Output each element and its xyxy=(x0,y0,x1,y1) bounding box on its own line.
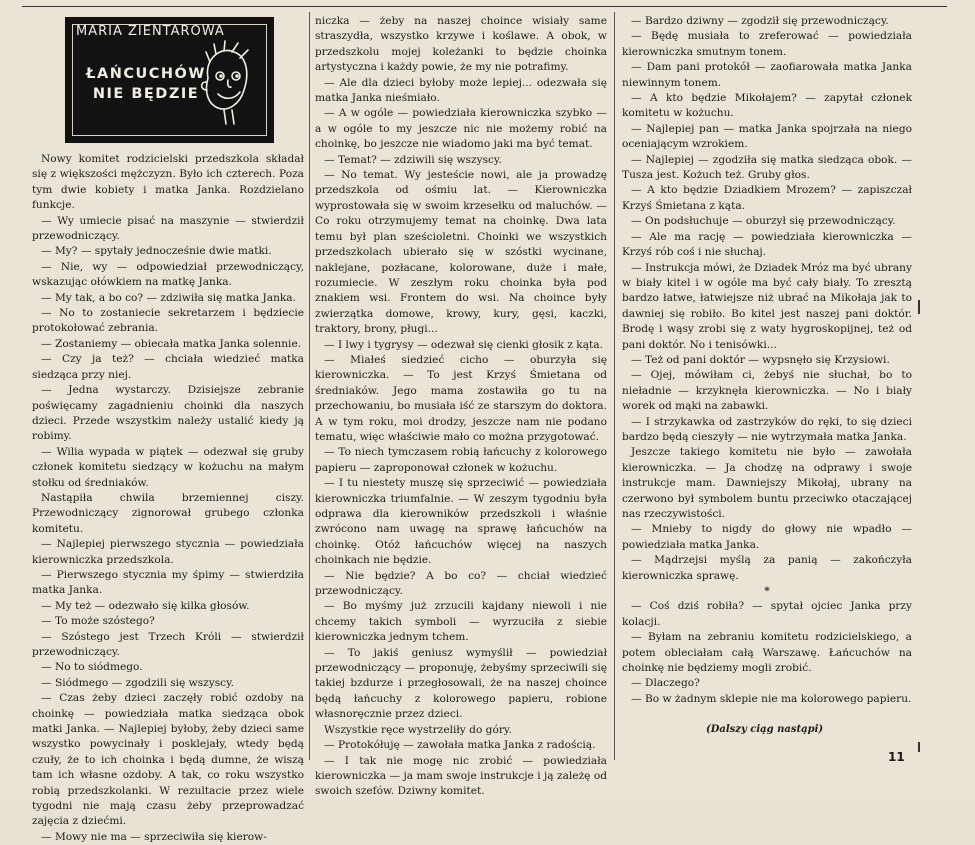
paragraph: — My też — odezwało się kilka głosów. xyxy=(41,599,250,612)
paragraph: — Najlepiej — zgodziła się matka siedząca obok. — Tusza jest. Kożuch też. Gruby głos. xyxy=(622,153,912,182)
paragraph: — A kto będzie Dziadkiem Mrozem? — zapiszczał Krzyś Śmietana z kąta. xyxy=(622,184,912,212)
margin-mark xyxy=(918,300,920,314)
headline-line-2: NIE BĘDZIE xyxy=(92,86,200,102)
text-column-3 xyxy=(622,14,912,734)
paragraph: — Czas żeby dzieci zaczęły robić ozdoby na choinkę — powiedziała matka siedząca obok matki Janka. — Najlepiej byłoby, żeby dzieci same wszystko powycinały i posklejały, wtedy będą czuły, że to ich choinka i będą dumne, że wiszą tam ich własne ozdoby. A tak, co roku wszystko robią przedszkolanki. W rezultacie przez wiele tygodni nie mają czasu żeby przeprowadzać zajęcia z dziećmi. xyxy=(32,692,304,828)
paragraph: — No to zostaniecie sekretarzem i będziecie protokołować zebrania. xyxy=(32,307,304,335)
paragraph: — Mowy nie ma — sprzeciwiła się kierow- xyxy=(41,830,267,843)
paragraph: Nowy komitet rodzicielski przedszkola składał się z większości mężczyzn. Było ich czterech. Poza tym dwie kobiety i matka Janka. Rozdzielano funkcje. xyxy=(32,153,304,212)
paragraph: — My tak, a bo co? — zdziwiła się matka Janka. xyxy=(41,291,296,304)
paragraph: — Nie, wy — odpowiedział przewodniczący, wskazując ołówkiem na matkę Janka. xyxy=(32,260,304,289)
paragraph: — Jedna wystarczy. Dzisiejsze zebranie poświęcamy zagadnieniu choinki dla naszych dzieci. Przede wszystkim należy ustalić kiedy ją robimy. xyxy=(32,384,304,443)
continued-note: (Dalszy ciąg nastąpi) xyxy=(706,724,824,735)
paragraph: — Protokółuję — zawołała matka Janka z radością. xyxy=(324,739,596,752)
top-rule xyxy=(22,6,947,7)
column-divider-1 xyxy=(309,12,310,760)
paragraph: — A kto będzie Mikołajem? — zapytał członek komitetu w kożuchu. xyxy=(622,92,912,120)
paragraph: — Najlepiej pierwszego stycznia — powiedziała kierowniczka przedszkola. xyxy=(32,538,304,566)
paragraph: — A w ogóle — powiedziała kierowniczka szybko — a w ogóle to my jeszcze nic nie możemy robić na choinkę, bo jeszcze nie wiadomo jaki ma być temat. xyxy=(315,107,607,151)
paragraph: niczka — żeby na naszej choince wisiały same straszydła, wszystko krzywe i koślawe. A obok, w przedszkolu mojej koleżanki to będzie choinka artystyczna i każdy powie, że my nie potrafimy. xyxy=(315,15,607,74)
paragraph: — I strzykawka od zastrzyków do ręki, to się dzieci bardzo będą cieszyły — nie wytrzymała matka Janka. xyxy=(622,415,912,443)
paragraph: — Bo w żadnym sklepie nie ma kolorowego papieru. xyxy=(631,692,912,705)
paragraph: — I tak nie mogę nic zrobić — powiedziała kierowniczka — ja mam swoje instrukcje i ją zależę od swoich szefów. Dziwny komitet. xyxy=(315,754,607,798)
paragraph: — Miałeś siedzieć cicho — oburzyła się kierowniczka. — To jest Krzyś Śmietana od średniaków. Jego mama zostawiła go tu na przechowaniu, bo musiała iść ze starszym do doktora. A w tym roku, moi drodzy, jeszcze nam nie podano tematu, więc właściwie mało co można przygotować. xyxy=(315,353,607,443)
paragraph: — Mnieby to nigdy do głowy nie wpadło — powiedziała matka Janka. xyxy=(622,523,912,551)
paragraph: — To niech tymczasem robią łańcuchy z kolorowego papieru — zaproponował członek w kożuchu. xyxy=(315,446,607,474)
paragraph: — Mądrzejsi myślą za panią — zakończyła kierowniczka sprawę. xyxy=(622,554,912,582)
paragraph: — Ojej, mówiłam ci, żebyś nie słuchał, bo to nieładnie — krzyknęła kierowniczka. — No i biały worek od mąki na zabawki. xyxy=(622,369,912,413)
paragraph: — I tu niestety muszę się sprzeciwić — powiedziała kierowniczka triumfalnie. — W zeszym tygodniu była odprawa dla kierowników przedszkoli i właśnie zwrócono nam uwagę na sprawę łańcuchów na choinkę. Otóż łańcuchów więcej na naszych choinkach nie będzie. xyxy=(315,477,607,567)
text-column-2 xyxy=(315,14,607,798)
paragraph: — Ale ma rację — powiedziała kierowniczka — Krzyś rób coś i nie słuchaj. xyxy=(622,230,912,259)
paragraph: — Zostaniemy — obiecała matka Janka solennie. xyxy=(41,337,302,350)
paragraph: — Siódmego — zgodzili się wszyscy. xyxy=(41,676,235,689)
paragraph: — Będę musiała to zreferować — powiedziała kierowniczka smutnym tonem. xyxy=(622,30,912,58)
column-divider-2 xyxy=(614,12,615,760)
paragraph: — To jakiś geniusz wymyślił — powiedział przewodniczący — proponuję, żebyśmy sprzeciwili się takiej bzdurze i przegłosowali, że na naszej choince będą łańcuchy z kolorowego papieru, robione własnoręcznie przez dzieci. xyxy=(315,646,607,721)
paragraph: — Pierwszego stycznia my śpimy — stwierdziła matka Janka. xyxy=(32,568,304,597)
paragraph: Jeszcze takiego komitetu nie było — zawołała kierowniczka. — Ja chodzę na odprawy i swoje instrukcje mam. Dawniejszy Mikołaj, ubrany na czerwono był symbolem buntu przeciwko otaczającej nas rzeczywistości. xyxy=(622,446,912,520)
paragraph: — Wilia wypada w piątek — odezwał się gruby członek komitetu siedzący w kożuchu na małym stołku od średniaków. xyxy=(32,445,304,489)
margin-mark xyxy=(918,742,920,752)
headline-line-1: ŁAŃCUCHÓW xyxy=(86,66,206,82)
paragraph: — Szóstego jest Trzech Króli — stwierdził przewodniczący. xyxy=(32,630,304,658)
paragraph: — Też od pani doktór — wypsnęło się Krzysiowi. xyxy=(631,353,890,366)
paragraph: — Dlaczego? xyxy=(631,677,700,690)
paragraph: — I lwy i tygrysy — odezwał się cienki głosik z kąta. xyxy=(324,338,603,351)
paragraph: — Najlepiej pan — matka Janka spojrzała na niego oceniającym wzrokiem. xyxy=(622,122,912,151)
paragraph: — Temat? — zdziwili się wszyscy. xyxy=(324,153,502,166)
paragraph: — Czy ja też? — chciała wiedzieć matka siedząca przy niej. xyxy=(32,353,304,381)
paragraph: — No temat. Wy jesteście nowi, ale ja prowadzę przedszkola od ośmiu lat. — Kierowniczka wyprostowała się w swoim krzesełku od maluchów. — Co roku otrzymujemy temat na choinkę. Dwa lata temu był plan sześcioletni. Choinki we wszystkich przedszkolach ubierało się w szóstki wycinane, naklejane, pozłacane, kolorowane, duże i małe, rozumiecie. W zeszłym roku choinka była pod znakiem wsi. Frontem do wsi. Na choince były zwierzątka domowe, krowy, kury, gęsi, kaczki, traktory, brony, pługi... xyxy=(315,169,607,336)
paragraph: — Bardzo dziwny — zgodził się przewodniczący. xyxy=(631,15,889,27)
paragraph: — My? — spytały jednocześnie dwie matki. xyxy=(41,245,272,258)
author-name: MARIA ZIENTAROWA xyxy=(76,24,225,39)
paragraph: — Dam pani protokół — zaofiarowała matka Janka niewinnym tonem. xyxy=(622,61,912,89)
title-box xyxy=(66,18,273,142)
paragraph: — Coś dziś robiła? — spytał ojciec Janka przy kolacji. xyxy=(622,600,912,628)
paragraph: Wszystkie ręce wystrzeliły do góry. xyxy=(324,723,512,736)
headline xyxy=(86,64,206,104)
paragraph: — Instrukcja mówi, że Dziadek Mróz ma być ubrany w biały kitel i w ogóle ma być cały biały. To zresztą bardzo łatwe, łatwiejsze niż ubrać na Mikołaja jak to dawniej się robiło. Bo kitel jest naszej pani doktór. Brodę i wąsy zrobi się z waty hygroskopijnej, też od pani doktór. No i tenisówki... xyxy=(622,261,912,351)
paragraph: Nastąpiła chwila brzemiennej ciszy. Przewodniczący zignorował grubego członka komitetu. xyxy=(32,491,304,535)
page-number: 11 xyxy=(888,750,905,764)
paragraph: — Wy umiecie pisać na maszynie — stwierdził przewodniczący. xyxy=(32,214,304,243)
paragraph: — On podsłuchuje — oburzył się przewodniczący. xyxy=(631,215,896,228)
paragraph: — Byłam na zebraniu komitetu rodzicielskiego, a potem obleciałam całą Warszawę. Łańcuchów na choinkę nie będziemy mogli zrobić. xyxy=(622,631,912,675)
paragraph: — Bo myśmy już zrzucili kajdany niewoli i nie chcemy takich symboli — wyrzuciła z siebie kierowniczka jednym tchem. xyxy=(315,600,607,644)
text-column-1 xyxy=(32,152,304,843)
paragraph: — To może szóstego? xyxy=(41,615,155,628)
section-divider-star: * xyxy=(764,585,770,598)
paragraph: — Ale dla dzieci byłoby może lepiej... odezwała się matka Janka nieśmiało. xyxy=(315,76,607,105)
boy-face-icon xyxy=(194,38,254,128)
paragraph: — No to siódmego. xyxy=(41,661,143,674)
paragraph: — Nie będzie? A bo co? — chciał wiedzieć przewodniczący. xyxy=(315,569,607,598)
